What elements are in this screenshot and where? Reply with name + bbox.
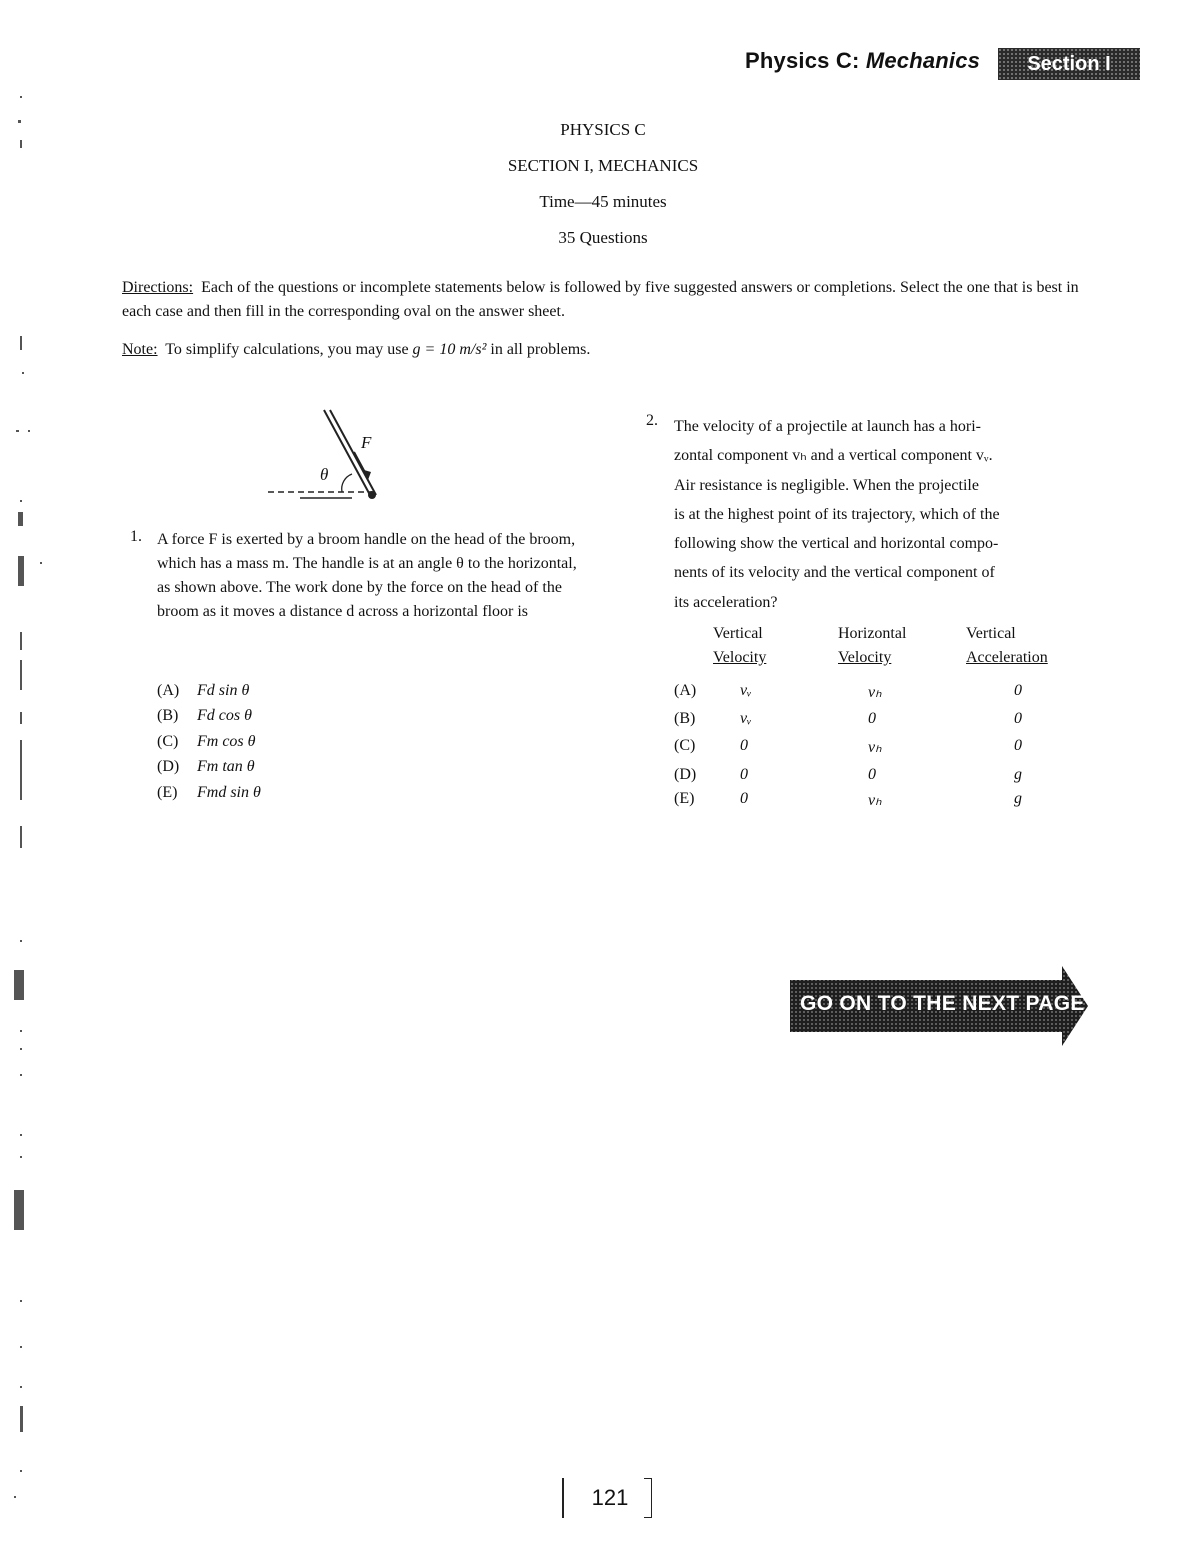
row-vertical-velocity: vᵥ	[740, 710, 752, 727]
column-header-top: Horizontal	[838, 625, 907, 642]
header-title	[745, 48, 980, 74]
directions-text: Each of the questions or incomplete statements below is followed by five suggested answers or completions. Select the one that is best in each case and then fill in the corresponding oval on the answer sheet.	[122, 279, 1079, 320]
note-text-before: To simplify calculations, you may use	[165, 341, 409, 358]
option-text: Fmd sin θ	[197, 784, 261, 801]
row-horizontal-velocity: 0	[868, 766, 876, 783]
angle-arc	[342, 474, 352, 492]
page-number	[560, 1478, 660, 1518]
broom-figure	[260, 400, 390, 510]
question-count: 35 Questions	[558, 228, 648, 247]
page-number-text: 121	[591, 1485, 629, 1510]
question2-line: is at the highest point of its trajectory, which of the	[674, 505, 1000, 523]
column-header-vertical-acceleration	[966, 622, 1048, 670]
column-header-top: Vertical	[966, 625, 1016, 642]
row-label: (B)	[674, 710, 696, 727]
row-label: (A)	[674, 682, 697, 699]
option-label: (B)	[157, 707, 179, 724]
question2-line: nents of its velocity and the vertical component of	[674, 564, 995, 582]
row-horizontal-velocity: vₕ	[868, 684, 882, 701]
question1-option-d[interactable]	[157, 758, 255, 776]
column-header-top: Vertical	[713, 625, 763, 642]
row-vertical-acceleration: 0	[1014, 710, 1022, 727]
section-badge: Section I	[998, 48, 1140, 80]
row-horizontal-velocity: vₕ	[868, 792, 882, 809]
question1-option-c[interactable]	[157, 733, 256, 751]
header-subject-italic: Mechanics	[865, 48, 981, 73]
time-limit: Time—45 minutes	[539, 192, 667, 211]
broom-head	[368, 491, 376, 499]
column-header-bottom: Velocity	[713, 649, 767, 666]
angle-label: θ	[320, 465, 329, 484]
directions	[122, 276, 1082, 324]
question1-option-e[interactable]	[157, 784, 261, 802]
note-label: Note:	[122, 341, 158, 358]
page-number-right-bracket	[644, 1478, 652, 1518]
question2-line: zontal component vₕ and a vertical component vᵥ.	[674, 447, 993, 465]
question2-option-b[interactable]	[674, 710, 1094, 736]
row-vertical-acceleration: 0	[1014, 737, 1022, 754]
question1-option-b[interactable]	[157, 707, 252, 725]
note-text-after: in all problems.	[490, 341, 591, 358]
question1-option-a[interactable]	[157, 682, 249, 700]
row-label: (C)	[674, 737, 696, 754]
question2-option-e[interactable]	[674, 790, 1094, 816]
row-label: (E)	[674, 790, 695, 807]
row-horizontal-velocity: vₕ	[868, 739, 882, 756]
column-header-vertical-velocity	[713, 622, 766, 670]
header-subject: Physics C:	[745, 48, 860, 73]
column-header-horizontal-velocity	[838, 622, 906, 670]
option-text: Fm cos θ	[197, 733, 256, 750]
next-page-label: GO ON TO THE NEXT PAGE	[800, 992, 1085, 1015]
page-number-left-bar	[562, 1478, 564, 1518]
question2-option-d[interactable]	[674, 766, 1094, 792]
column-header-bottom: Acceleration	[966, 649, 1048, 666]
question2-option-c[interactable]	[674, 737, 1094, 763]
row-vertical-acceleration: 0	[1014, 682, 1022, 699]
option-label: (C)	[157, 733, 179, 750]
question2-line: its acceleration?	[674, 593, 778, 611]
question2-line: following show the vertical and horizontal compo-	[674, 535, 999, 553]
question2-line: Air resistance is negligible. When the projectile	[674, 476, 979, 494]
column-header-bottom: Velocity	[838, 649, 892, 666]
row-vertical-acceleration: g	[1014, 790, 1022, 807]
row-vertical-velocity: 0	[740, 766, 748, 783]
option-label: (D)	[157, 758, 180, 775]
question2-option-a[interactable]	[674, 682, 1094, 708]
note-formula: g = 10 m/s²	[412, 341, 487, 358]
option-label: (E)	[157, 784, 178, 801]
question1-text: A force F is exerted by a broom handle on the head of the broom, which has a mass m. The handle is at an angle θ to the horizontal, as shown above. The work done by the force on the head of the broom as it moves a distance d across a horizontal floor is	[157, 531, 577, 620]
row-horizontal-velocity: 0	[868, 710, 876, 727]
question2-number: 2.	[646, 412, 658, 429]
row-vertical-acceleration: g	[1014, 766, 1022, 783]
option-label: (A)	[157, 682, 180, 699]
question2-text	[674, 412, 1084, 617]
option-text: Fd sin θ	[197, 682, 250, 699]
question2-line: The velocity of a projectile at launch has a hori-	[674, 418, 981, 435]
option-text: Fm tan θ	[197, 758, 255, 775]
row-vertical-velocity: 0	[740, 737, 748, 754]
directions-label: Directions:	[122, 279, 194, 296]
note	[122, 338, 590, 362]
section-title: SECTION I, MECHANICS	[507, 156, 699, 175]
option-text: Fd cos θ	[197, 707, 252, 724]
exam-title: PHYSICS C	[560, 120, 646, 139]
row-vertical-velocity: 0	[740, 790, 748, 807]
force-label: F	[361, 433, 372, 452]
scan-specks	[0, 0, 60, 1553]
row-label: (D)	[674, 766, 697, 783]
row-vertical-velocity: vᵥ	[740, 682, 752, 699]
question1-number: 1.	[130, 528, 142, 545]
